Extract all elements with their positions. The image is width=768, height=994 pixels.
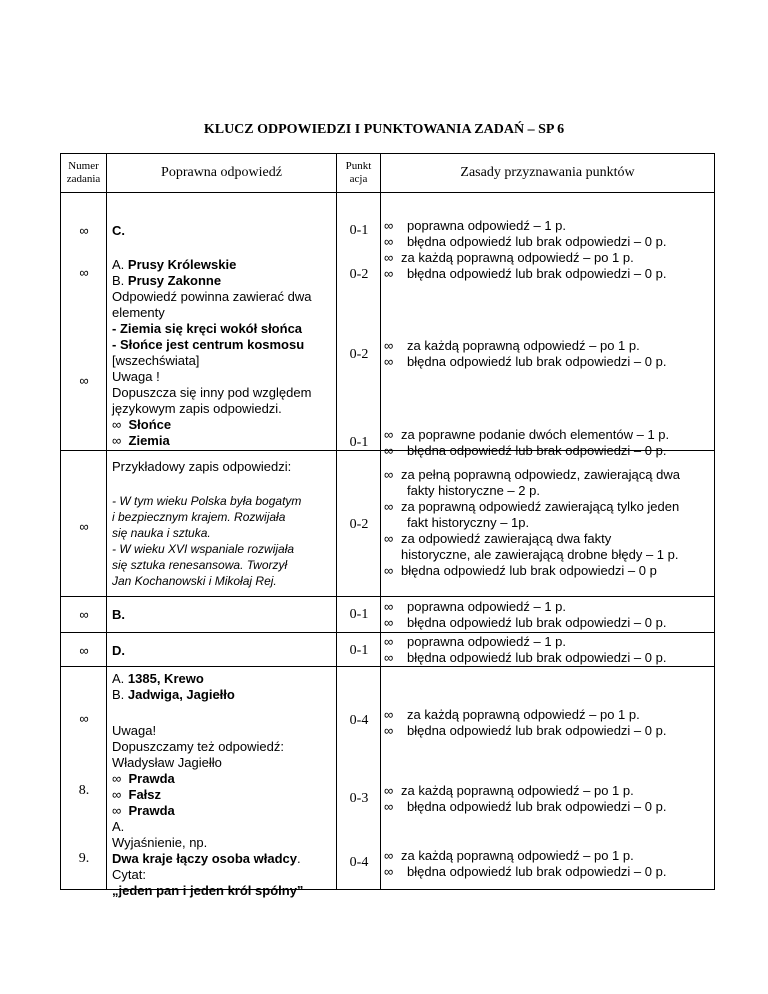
rule-line	[381, 723, 715, 739]
bullet-icon: ∞	[384, 864, 394, 879]
points-cell	[337, 633, 381, 667]
rule-line	[381, 531, 715, 547]
bullet-icon: ∞	[384, 499, 394, 514]
bullet-icon: ∞	[79, 711, 89, 726]
answer-key-table	[60, 153, 715, 898]
rules-list	[381, 707, 715, 739]
rule-text: błędna odpowiedź lub brak odpowiedzi – 0 p	[401, 563, 657, 578]
rule-text: błędna odpowiedź lub brak odpowiedzi – 0 p.	[407, 799, 667, 814]
rules-cell	[381, 451, 715, 597]
rules-list	[381, 634, 715, 666]
table-header-row	[61, 154, 715, 193]
rule-text: błędna odpowiedź lub brak odpowiedzi – 0 p.	[407, 354, 667, 369]
rule-text: historyczne, ale zawierającą drobne błędy – 1 p.	[401, 547, 679, 562]
answer-bold: Fałsz	[128, 787, 162, 802]
bullet-icon: ∞	[79, 265, 89, 280]
answer-line: się sztuka renesansowa. Tworzył	[112, 558, 288, 572]
points-value: 0-4	[349, 713, 369, 728]
rule-text: błędna odpowiedź lub brak odpowiedzi – 0 p.	[407, 723, 667, 738]
answer-line: Cytat:	[112, 867, 146, 882]
table-row	[61, 633, 715, 667]
number-cell	[61, 597, 107, 633]
answer-line	[112, 687, 337, 703]
answer-bold: Prusy Zakonne	[127, 273, 222, 288]
answer-bold: 1385, Krewo	[127, 671, 204, 686]
answer-line	[112, 417, 337, 433]
table-row	[61, 597, 715, 633]
answer-line: Uwaga !	[112, 369, 160, 384]
rules-list	[381, 338, 715, 370]
header-points-line2: acja	[349, 173, 368, 185]
answer-line: Dopuszcza się inny pod względem	[112, 385, 312, 400]
points-cell	[337, 667, 381, 890]
rule-line	[381, 615, 715, 631]
number-cell	[61, 667, 107, 890]
header-number	[61, 154, 107, 193]
answer-line: Dwa kraje łączy osoba władcy.	[112, 851, 301, 866]
answer-bold: Prawda	[128, 803, 175, 818]
question-number: 9.	[78, 851, 90, 866]
answer-cell	[107, 633, 337, 667]
rule-text: fakty historyczne – 2 p.	[407, 483, 540, 498]
rule-text: za pełną poprawną odpowiedz, zawierającą dwa	[401, 467, 680, 482]
bullet-icon: ∞	[384, 799, 394, 814]
answer-bold: Ziemia	[128, 433, 170, 448]
table-row	[61, 193, 715, 451]
answer-cell	[107, 451, 337, 597]
header-number-line1: Numer	[68, 160, 99, 172]
bullet-icon: ∞	[384, 234, 394, 249]
rule-text: poprawna odpowiedź – 1 p.	[407, 634, 567, 649]
answer-text: C.	[112, 223, 125, 238]
rule-text: poprawna odpowiedź – 1 p.	[407, 599, 567, 614]
answer-bold: Dwa kraje łączy osoba władcy	[112, 851, 297, 866]
rules-cell	[381, 193, 715, 458]
answer-line	[112, 803, 337, 819]
bullet-icon: ∞	[112, 787, 122, 802]
answer-line: A.	[112, 819, 125, 834]
rule-text: za poprawną odpowiedź zawierającą tylko jeden	[401, 499, 680, 514]
rule-line	[381, 338, 715, 354]
rule-text: błędna odpowiedź lub brak odpowiedzi – 0 p.	[407, 234, 667, 249]
rule-line	[381, 483, 715, 499]
rule-line	[381, 864, 715, 880]
rule-line	[381, 218, 715, 234]
bullet-icon: ∞	[79, 643, 89, 658]
points-value: 0-1	[349, 607, 369, 622]
bullet-icon: ∞	[384, 338, 394, 353]
rule-text: za poprawne podanie dwóch elementów – 1 p.	[401, 427, 670, 442]
answer-line: - W wieku XVI wspaniale rozwijała	[112, 542, 295, 556]
rule-text: za każdą poprawną odpowiedź – po 1 p.	[401, 783, 634, 798]
points-value: 0-2	[349, 517, 369, 532]
answer-list	[112, 671, 337, 703]
bullet-icon: ∞	[384, 250, 394, 265]
bullet-icon: ∞	[384, 615, 394, 630]
answer-line: Uwaga!	[112, 723, 157, 738]
answer-line	[112, 771, 337, 787]
table-row	[61, 451, 715, 597]
answer-line: Odpowiedź powinna zawierać dwa	[112, 289, 312, 304]
bullet-icon: ∞	[384, 563, 394, 578]
answer-intro: Przykładowy zapis odpowiedzi:	[112, 459, 292, 474]
rule-text: za każdą poprawną odpowiedź – po 1 p.	[401, 848, 634, 863]
header-answer: Poprawna odpowiedź	[107, 154, 337, 193]
rules-cell	[381, 633, 715, 667]
points-cell	[337, 451, 381, 597]
answer-line: i bezpiecznym krajem. Rozwijała	[112, 510, 286, 524]
number-cell	[61, 451, 107, 597]
rule-line	[381, 650, 715, 666]
answer-line: - W tym wieku Polska była bogatym	[112, 494, 302, 508]
rules-list	[381, 599, 715, 631]
rules-list	[381, 218, 715, 282]
bullet-icon: ∞	[79, 607, 89, 622]
answer-line	[112, 257, 337, 273]
answer-line	[112, 671, 337, 687]
bullet-icon: ∞	[384, 531, 394, 546]
bullet-icon: ∞	[384, 218, 394, 233]
answer-line: Wyjaśnienie, np.	[112, 835, 208, 850]
answer-line: - Słońce jest centrum kosmosu	[112, 337, 305, 352]
bullet-icon: ∞	[384, 354, 394, 369]
rule-line	[381, 599, 715, 615]
answer-list	[112, 723, 337, 899]
answer-line: elementy	[112, 305, 165, 320]
points-value: 0-1	[349, 435, 369, 450]
bullet-icon: ∞	[384, 783, 394, 798]
bullet-icon: ∞	[384, 707, 394, 722]
bullet-icon: ∞	[384, 266, 394, 281]
answer-line: się nauka i sztuka.	[112, 526, 211, 540]
number-cell	[61, 633, 107, 667]
rules-cell	[381, 597, 715, 633]
rule-line	[381, 848, 715, 864]
answer-line: [wszechświata]	[112, 353, 200, 368]
rule-text: za odpowiedź zawierającą dwa fakty	[401, 531, 612, 546]
rule-line	[381, 234, 715, 250]
rule-line	[381, 515, 715, 531]
header-points-line1: Punkt	[345, 160, 372, 172]
rule-text: błędna odpowiedź lub brak odpowiedzi – 0 p.	[407, 650, 667, 665]
bullet-icon: ∞	[384, 848, 394, 863]
number-cell	[61, 193, 107, 451]
answer-prefix: A.	[112, 671, 128, 686]
points-value: 0-2	[349, 347, 369, 362]
answer-line: - Ziemia się kręci wokół słońca	[112, 321, 303, 336]
answer-bold: Prusy Królewskie	[127, 257, 237, 272]
question-number: 8.	[78, 783, 90, 798]
rule-line	[381, 499, 715, 515]
points-value: 0-1	[349, 643, 369, 658]
rule-line	[381, 547, 715, 563]
answer-prefix: A.	[112, 257, 128, 272]
bullet-icon: ∞	[384, 427, 394, 442]
answer-line: „jeden pan i jeden król spólny”	[112, 883, 304, 898]
rule-text: błędna odpowiedź lub brak odpowiedzi – 0 p.	[407, 615, 667, 630]
rule-text: za każdą poprawną odpowiedź – po 1 p.	[407, 707, 640, 722]
bullet-icon: ∞	[112, 803, 122, 818]
bullet-icon: ∞	[384, 723, 394, 738]
bullet-icon: ∞	[384, 634, 394, 649]
rules-list	[381, 467, 715, 579]
answer-line: Władysław Jagiełło	[112, 755, 222, 770]
header-rules: Zasady przyznawania punktów	[381, 154, 715, 193]
answer-line	[112, 787, 337, 803]
rule-text: błędna odpowiedź lub brak odpowiedzi – 0 p.	[407, 443, 667, 458]
bullet-icon: ∞	[384, 599, 394, 614]
bullet-icon: ∞	[112, 433, 122, 448]
bullet-icon: ∞	[112, 771, 122, 786]
answer-text: D.	[112, 643, 125, 658]
rule-line	[381, 799, 715, 815]
rules-cell	[381, 667, 715, 890]
answer-bold: Słońce	[128, 417, 172, 432]
rule-line	[381, 266, 715, 282]
answer-line	[112, 433, 337, 449]
bullet-icon: ∞	[79, 223, 89, 238]
answer-cell	[107, 193, 337, 451]
bullet-icon: ∞	[384, 650, 394, 665]
rule-line	[381, 354, 715, 370]
answer-list	[112, 257, 337, 449]
rule-line	[381, 634, 715, 650]
rule-line	[381, 250, 715, 266]
header-number-line2: zadania	[66, 173, 101, 185]
bullet-icon: ∞	[384, 443, 394, 458]
answer-line	[112, 273, 337, 289]
bullet-icon: ∞	[112, 417, 122, 432]
answer-cell	[107, 667, 337, 898]
answer-line: Dopuszczamy też odpowiedź:	[112, 739, 284, 754]
answer-example	[112, 493, 337, 589]
table-row	[61, 667, 715, 890]
rule-text: za każdą poprawną odpowiedź – po 1 p.	[407, 338, 640, 353]
points-cell	[337, 193, 381, 451]
rules-list	[381, 848, 715, 880]
points-value: 0-1	[349, 223, 369, 238]
bullet-icon: ∞	[384, 467, 394, 482]
answer-prefix: B.	[112, 687, 128, 702]
answer-prefix: B.	[112, 273, 128, 288]
answer-text: B.	[112, 607, 125, 622]
rule-line	[381, 707, 715, 723]
rule-text: błędna odpowiedź lub brak odpowiedzi – 0 p.	[407, 266, 667, 281]
document-title: KLUCZ ODPOWIEDZI I PUNKTOWANIA ZADAŃ – SP 6	[203, 122, 565, 137]
points-cell	[337, 597, 381, 633]
answer-cell	[107, 597, 337, 633]
bullet-icon: ∞	[79, 373, 89, 388]
rule-line	[381, 563, 715, 579]
points-value: 0-2	[349, 267, 369, 282]
rule-text: fakt historyczny – 1p.	[407, 515, 530, 530]
rule-line	[381, 467, 715, 483]
points-value: 0-4	[349, 855, 369, 870]
points-value: 0-3	[349, 791, 369, 806]
answer-bold: Prawda	[128, 771, 175, 786]
rules-list	[381, 783, 715, 815]
rule-text: błędna odpowiedź lub brak odpowiedzi – 0 p.	[407, 864, 667, 879]
answer-line: Jan Kochanowski i Mikołaj Rej.	[112, 574, 277, 588]
rule-text: za każdą poprawną odpowiedź – po 1 p.	[401, 250, 634, 265]
answer-bold: Jadwiga, Jagiełło	[127, 687, 235, 702]
header-points	[337, 154, 381, 193]
rule-line	[381, 783, 715, 799]
rule-text: poprawna odpowiedź – 1 p.	[407, 218, 567, 233]
answer-line: językowym zapis odpowiedzi.	[112, 401, 282, 416]
rule-line	[381, 427, 715, 443]
bullet-icon: ∞	[79, 519, 89, 534]
